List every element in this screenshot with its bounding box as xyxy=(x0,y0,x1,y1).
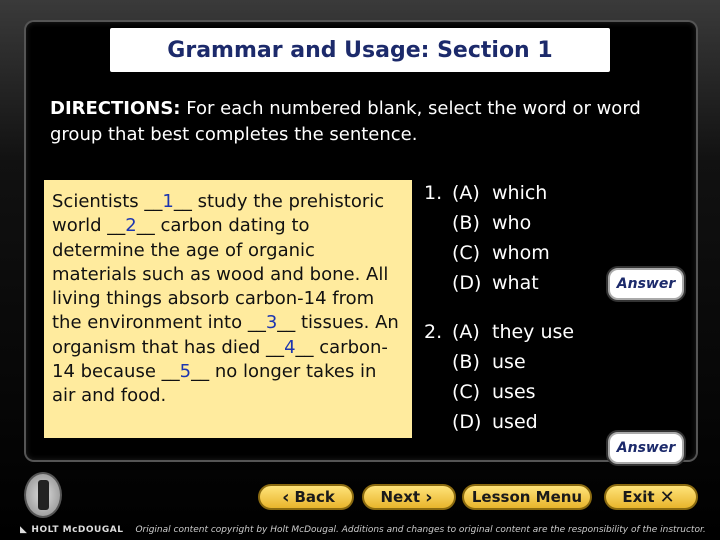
option-letter: (D) xyxy=(452,411,482,433)
passage-text: __ carbon-14 because __ xyxy=(52,336,388,383)
blank-number-3: 3 xyxy=(265,312,278,334)
option-letter: (B) xyxy=(452,351,480,373)
option-letter: (C) xyxy=(452,381,481,403)
passage-text: __ carbon dating to determine the age of organic materials such as wood and bone. All living things absorb carbon-14 from the environment into __ xyxy=(52,215,389,334)
option-text: which xyxy=(492,182,548,204)
remote-control-icon[interactable] xyxy=(24,472,62,518)
option-1a[interactable] xyxy=(452,178,547,208)
copyright-text: Original content copyright by Holt McDougal. Additions and changes to original content are the responsibility of the instructor. xyxy=(135,525,706,535)
option-letter: (B) xyxy=(452,212,480,234)
option-text: use xyxy=(492,351,526,373)
next-button[interactable] xyxy=(362,484,456,510)
close-icon: ✕ xyxy=(659,486,675,508)
passage-text: __ no longer takes in air and food. xyxy=(52,361,377,407)
exit-button[interactable] xyxy=(604,484,698,510)
option-letter: (A) xyxy=(452,182,480,204)
question-number: 1. xyxy=(424,182,443,204)
answer-button-1[interactable] xyxy=(608,268,684,300)
option-text: uses xyxy=(492,381,536,403)
passage-text: __ study the prehistoric world __ xyxy=(52,191,385,237)
publisher-name: HOLT McDOUGAL xyxy=(31,525,124,535)
logo-mark-icon: ◣ xyxy=(20,525,28,535)
back-label: Back xyxy=(294,488,335,506)
question-number: 2. xyxy=(424,321,443,343)
option-text: whom xyxy=(492,242,550,264)
lesson-menu-label: Lesson Menu xyxy=(471,488,583,506)
exit-label: Exit xyxy=(622,488,655,506)
option-2b[interactable] xyxy=(452,347,526,377)
option-2d[interactable] xyxy=(452,407,538,437)
option-text: who xyxy=(492,212,532,234)
passage-text: Scientists __ xyxy=(52,191,163,212)
option-text: they use xyxy=(492,321,575,343)
option-letter: (C) xyxy=(452,242,481,264)
remote-body xyxy=(38,480,49,510)
option-1d[interactable] xyxy=(452,268,539,298)
option-letter: (A) xyxy=(452,321,480,343)
answer-button-2[interactable] xyxy=(608,432,684,464)
chevron-right-icon: › xyxy=(425,486,433,508)
option-text: what xyxy=(492,272,539,294)
back-button[interactable] xyxy=(258,484,354,510)
footer xyxy=(0,520,720,540)
blank-number-4: 4 xyxy=(284,336,296,358)
title-bar xyxy=(110,28,610,72)
option-text: used xyxy=(492,411,538,433)
answer-label: Answer xyxy=(616,276,676,292)
directions-text: For each numbered blank, select the word or word group that best completes the sentence. xyxy=(50,98,641,145)
publisher-logo xyxy=(20,525,123,535)
directions xyxy=(50,96,660,148)
passage-box xyxy=(44,180,412,438)
blank-number-5: 5 xyxy=(179,361,192,383)
blank-number-1: 1 xyxy=(162,191,174,212)
passage-text: __ tissues. An organism that has died __ xyxy=(52,312,399,358)
next-label: Next xyxy=(380,488,421,506)
option-2c[interactable] xyxy=(452,377,536,407)
option-1b[interactable] xyxy=(452,208,531,238)
page-title: Grammar and Usage: Section 1 xyxy=(167,37,553,63)
answer-label: Answer xyxy=(616,440,676,456)
chevron-left-icon: ‹ xyxy=(282,486,290,508)
lesson-menu-button[interactable] xyxy=(462,484,592,510)
option-2a[interactable] xyxy=(452,317,574,347)
directions-label: DIRECTIONS: xyxy=(50,98,181,119)
option-letter: (D) xyxy=(452,272,482,294)
blank-number-2: 2 xyxy=(125,215,137,237)
option-1c[interactable] xyxy=(452,238,550,268)
